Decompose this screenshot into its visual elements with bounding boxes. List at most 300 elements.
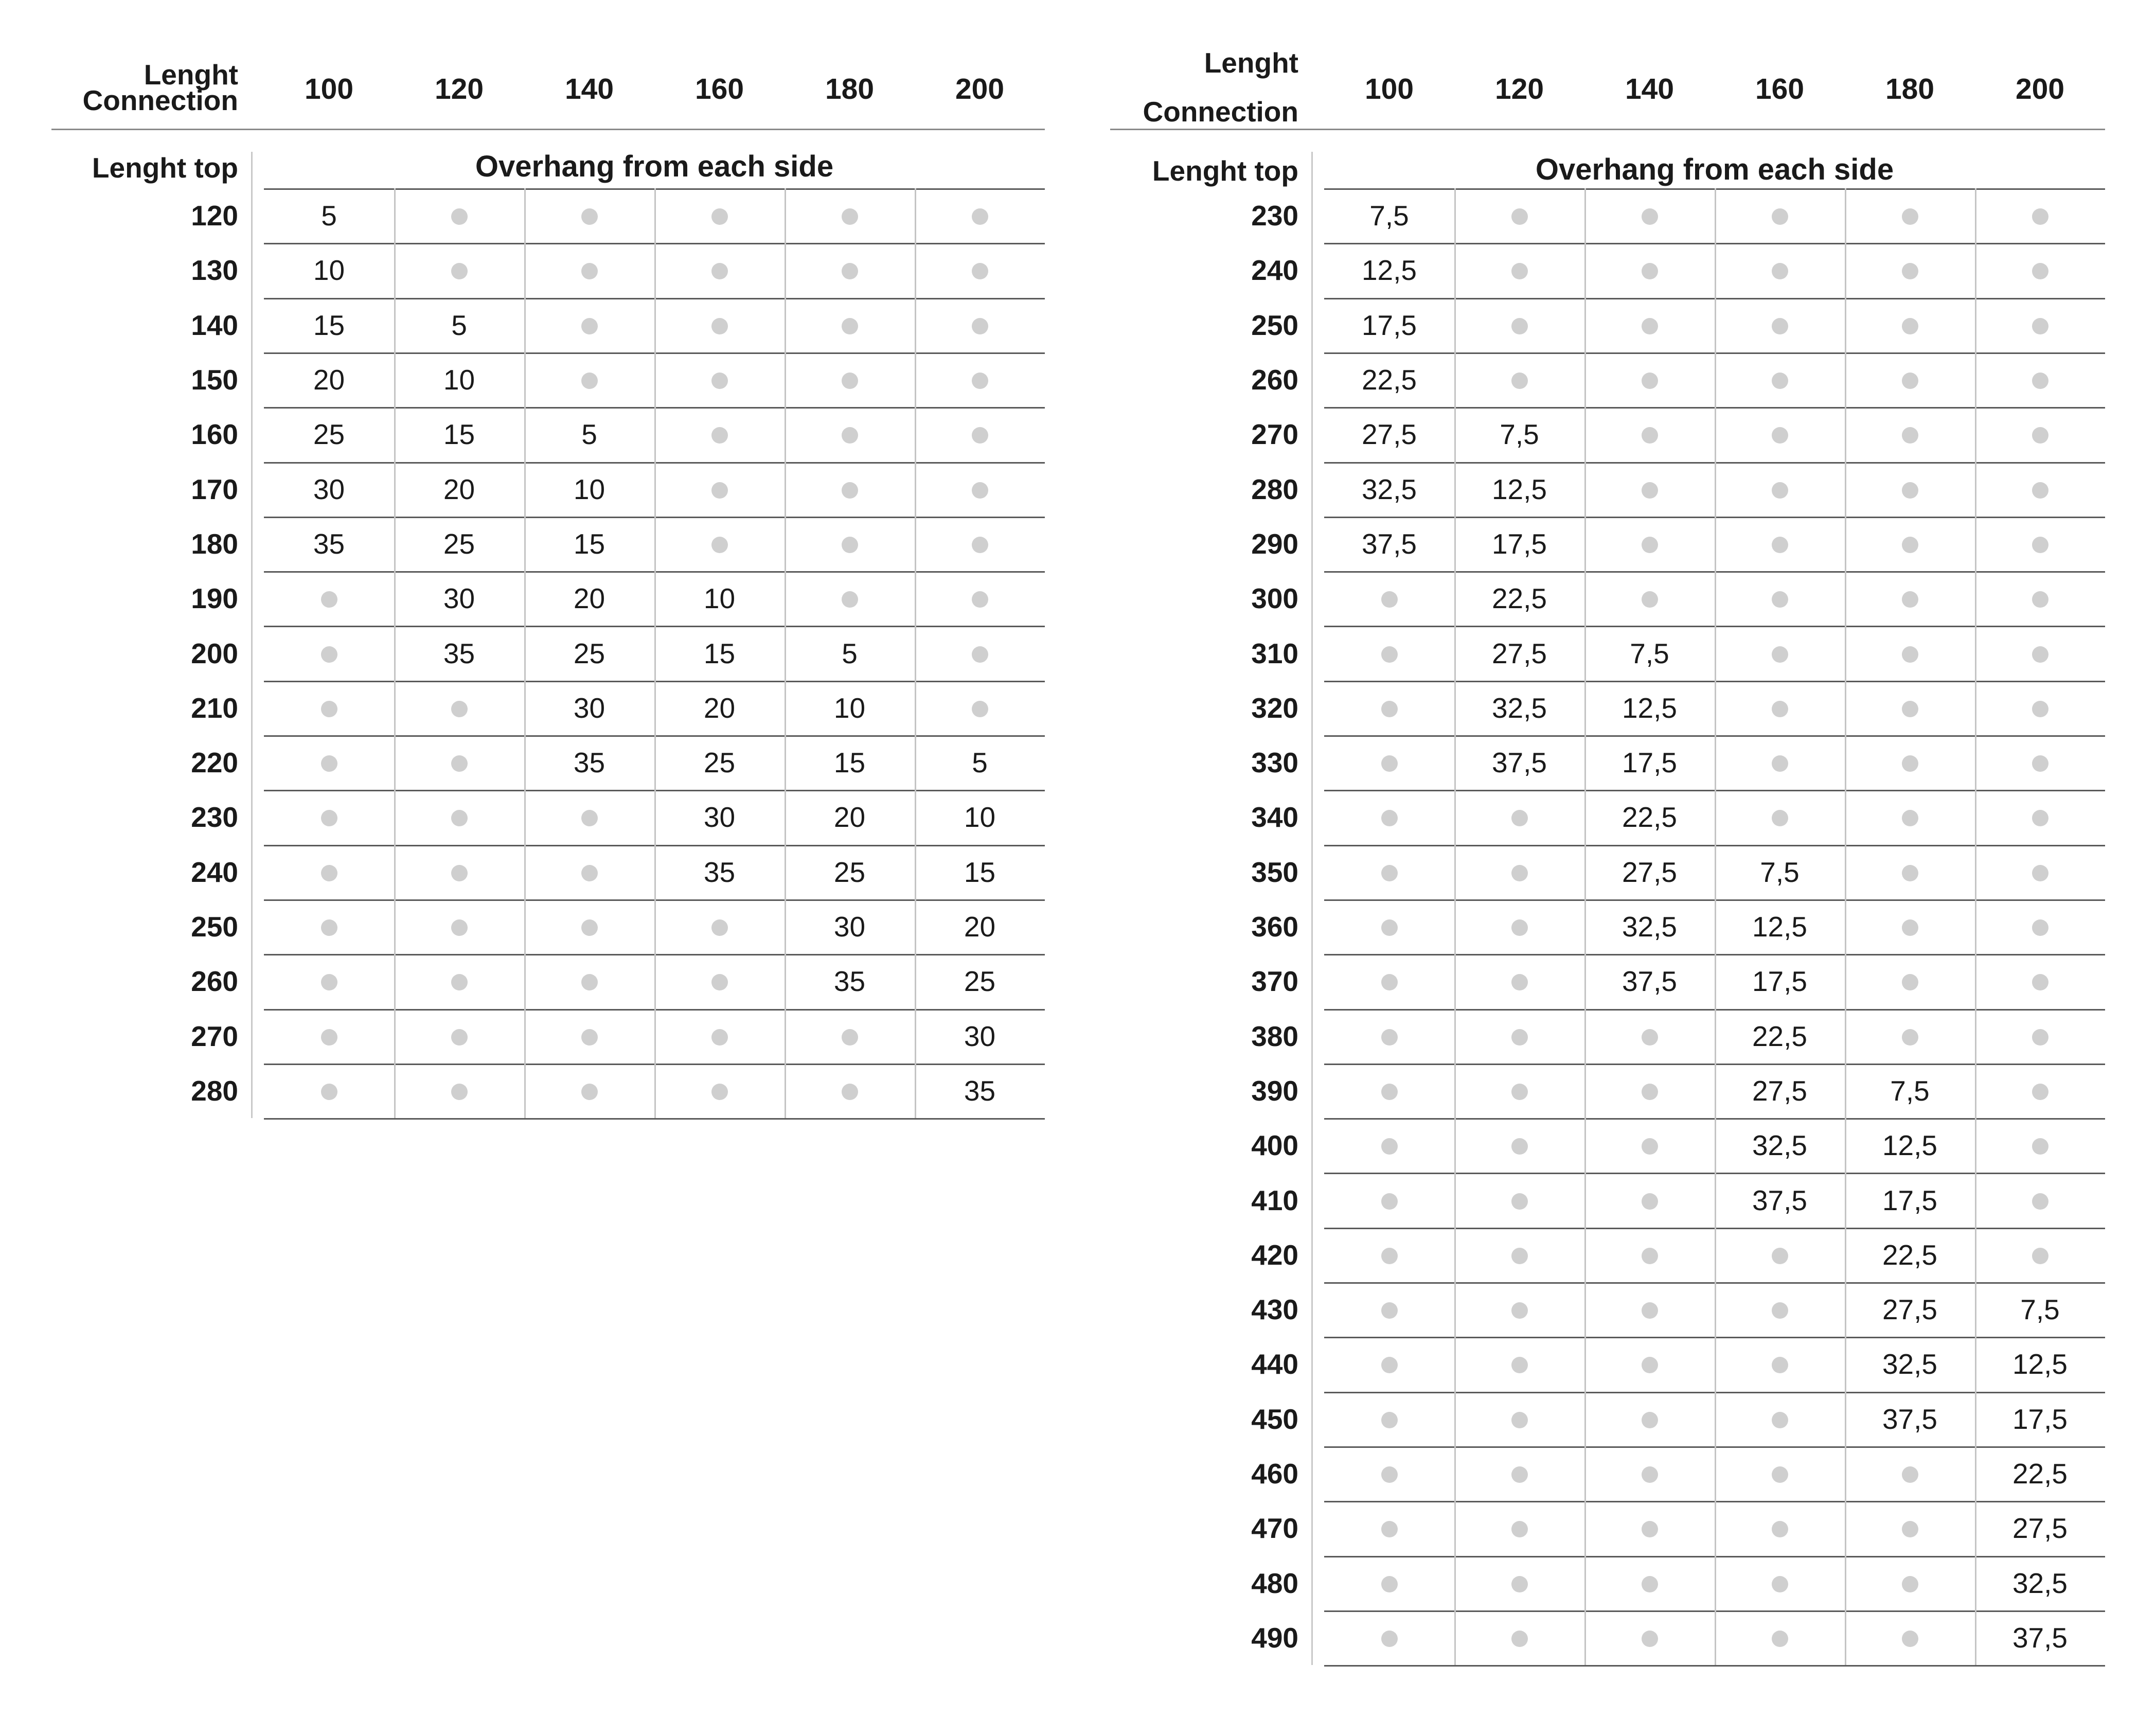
- empty-cell-dot: [842, 318, 858, 334]
- empty-cell-dot: [581, 263, 598, 279]
- cell-value: 10: [313, 254, 345, 286]
- cell-value: 15: [443, 418, 475, 450]
- empty-cell-dot: [1381, 919, 1398, 936]
- cell-value: 32,5: [1622, 911, 1678, 943]
- empty-cell-dot: [2032, 865, 2048, 881]
- empty-cell-dot: [1511, 373, 1528, 389]
- empty-cell-dot: [321, 810, 337, 826]
- empty-cell-dot: [972, 208, 988, 225]
- cell-value: 12,5: [1752, 911, 1808, 943]
- cell-value: 22,5: [1622, 801, 1678, 833]
- cell-value: 10: [703, 582, 736, 614]
- cell-value: 37,5: [1361, 528, 1417, 560]
- cell-value: 37,5: [1622, 965, 1678, 997]
- row-label: 440: [1251, 1348, 1298, 1380]
- cell-value: 5: [451, 309, 467, 341]
- empty-cell-dot: [711, 482, 728, 499]
- cell-value: 5: [321, 200, 337, 232]
- row-label: 260: [191, 965, 238, 997]
- row-label: 170: [191, 473, 238, 505]
- empty-cell-dot: [1642, 263, 1658, 279]
- row-label: 240: [191, 856, 238, 888]
- row-label: 400: [1251, 1129, 1298, 1161]
- empty-cell-dot: [1902, 755, 1918, 772]
- cell-value: 20: [313, 364, 345, 396]
- empty-cell-dot: [581, 208, 598, 225]
- empty-cell-dot: [451, 974, 468, 990]
- row-label: 420: [1251, 1239, 1298, 1271]
- cell-value: 32,5: [1361, 473, 1417, 505]
- empty-cell-dot: [321, 865, 337, 881]
- empty-cell-dot: [1902, 646, 1918, 663]
- empty-cell-dot: [842, 591, 858, 608]
- cell-value: 27,5: [2012, 1512, 2068, 1544]
- cell-value: 10: [573, 473, 605, 505]
- empty-cell-dot: [321, 1084, 337, 1100]
- empty-cell-dot: [1381, 1084, 1398, 1100]
- empty-cell-dot: [1902, 865, 1918, 881]
- empty-cell-dot: [451, 865, 468, 881]
- cell-value: 30: [964, 1020, 996, 1052]
- cell-value: 27,5: [1491, 637, 1547, 669]
- empty-cell-dot: [1642, 537, 1658, 553]
- empty-cell-dot: [2032, 646, 2048, 663]
- cell-value: 37,5: [1882, 1403, 1938, 1435]
- empty-cell-dot: [1381, 591, 1398, 608]
- cell-value: 22,5: [1491, 582, 1547, 614]
- empty-cell-dot: [711, 318, 728, 334]
- cell-value: 7,5: [1890, 1075, 1930, 1107]
- empty-cell-dot: [1642, 208, 1658, 225]
- empty-cell-dot: [1642, 1412, 1658, 1428]
- empty-cell-dot: [1381, 1248, 1398, 1264]
- cell-value: 30: [573, 692, 605, 724]
- empty-cell-dot: [2032, 810, 2048, 826]
- empty-cell-dot: [451, 208, 468, 225]
- empty-cell-dot: [1642, 1576, 1658, 1592]
- empty-cell-dot: [1902, 318, 1918, 334]
- row-label: 460: [1251, 1458, 1298, 1490]
- empty-cell-dot: [711, 373, 728, 389]
- empty-cell-dot: [1772, 646, 1788, 663]
- row-label: 270: [1251, 418, 1298, 450]
- cell-value: 10: [443, 364, 475, 396]
- empty-cell-dot: [1772, 1521, 1788, 1537]
- empty-cell-dot: [1902, 208, 1918, 225]
- empty-cell-dot: [1511, 1193, 1528, 1210]
- empty-cell-dot: [581, 810, 598, 826]
- empty-cell-dot: [1511, 1302, 1528, 1319]
- empty-cell-dot: [1511, 919, 1528, 936]
- empty-cell-dot: [842, 482, 858, 499]
- cell-value: 7,5: [2020, 1294, 2060, 1325]
- row-label: 280: [191, 1075, 238, 1107]
- empty-cell-dot: [1902, 1029, 1918, 1046]
- empty-cell-dot: [972, 263, 988, 279]
- row-header-label: Lenght top: [92, 152, 238, 184]
- empty-cell-dot: [321, 919, 337, 936]
- row-label: 260: [1251, 364, 1298, 396]
- cell-value: 32,5: [2012, 1567, 2068, 1599]
- empty-cell-dot: [972, 318, 988, 334]
- table-subtitle: Overhang from each side: [1535, 153, 1894, 186]
- row-label: 250: [191, 911, 238, 943]
- cell-value: 37,5: [1491, 747, 1547, 778]
- row-label: 450: [1251, 1403, 1298, 1435]
- empty-cell-dot: [1381, 1138, 1398, 1155]
- cell-value: 30: [313, 473, 345, 505]
- empty-cell-dot: [321, 646, 337, 663]
- empty-cell-dot: [972, 482, 988, 499]
- header-divider: [1110, 129, 2105, 130]
- empty-cell-dot: [1511, 318, 1528, 334]
- empty-cell-dot: [1511, 1357, 1528, 1373]
- empty-cell-dot: [1642, 591, 1658, 608]
- cell-value: 7,5: [1500, 418, 1539, 450]
- empty-cell-dot: [321, 701, 337, 717]
- empty-cell-dot: [2032, 1193, 2048, 1210]
- row-label: 470: [1251, 1512, 1298, 1544]
- row-header-label: Lenght top: [1152, 155, 1298, 187]
- cell-value: 25: [573, 637, 605, 669]
- column-divider: [1975, 188, 1976, 1665]
- cell-value: 5: [581, 418, 597, 450]
- empty-cell-dot: [321, 1029, 337, 1046]
- header-label-length: Lenght: [1204, 47, 1298, 79]
- header-label-connection: Connection: [1143, 96, 1298, 128]
- empty-cell-dot: [1511, 1466, 1528, 1483]
- empty-cell-dot: [1381, 1466, 1398, 1483]
- cell-value: 7,5: [1760, 856, 1799, 888]
- empty-cell-dot: [1381, 1302, 1398, 1319]
- empty-cell-dot: [2032, 318, 2048, 334]
- header-divider: [51, 129, 1045, 130]
- empty-cell-dot: [1381, 1193, 1398, 1210]
- empty-cell-dot: [2032, 591, 2048, 608]
- empty-cell-dot: [842, 263, 858, 279]
- empty-cell-dot: [842, 373, 858, 389]
- empty-cell-dot: [581, 318, 598, 334]
- empty-cell-dot: [1902, 373, 1918, 389]
- row-label: 340: [1251, 801, 1298, 833]
- cell-value: 17,5: [2012, 1403, 2068, 1435]
- cell-value: 10: [964, 801, 996, 833]
- empty-cell-dot: [1772, 591, 1788, 608]
- row-label: 360: [1251, 911, 1298, 943]
- empty-cell-dot: [1381, 1412, 1398, 1428]
- cell-value: 30: [833, 911, 866, 943]
- empty-cell-dot: [1902, 1466, 1918, 1483]
- row-divider: [1324, 1665, 2105, 1667]
- empty-cell-dot: [1642, 373, 1658, 389]
- empty-cell-dot: [972, 646, 988, 663]
- empty-cell-dot: [1642, 1466, 1658, 1483]
- cell-value: 10: [833, 692, 866, 724]
- empty-cell-dot: [451, 810, 468, 826]
- empty-cell-dot: [1772, 1248, 1788, 1264]
- empty-cell-dot: [1381, 974, 1398, 990]
- cell-value: 35: [833, 965, 866, 997]
- row-label: 230: [191, 801, 238, 833]
- empty-cell-dot: [1511, 1576, 1528, 1592]
- row-label: 330: [1251, 747, 1298, 778]
- label-column-divider: [251, 152, 253, 1118]
- empty-cell-dot: [1772, 373, 1788, 389]
- row-label: 290: [1251, 528, 1298, 560]
- row-label: 210: [191, 692, 238, 724]
- row-label: 250: [1251, 309, 1298, 341]
- cell-value: 35: [443, 637, 475, 669]
- empty-cell-dot: [972, 373, 988, 389]
- row-label: 270: [191, 1020, 238, 1052]
- empty-cell-dot: [1642, 1302, 1658, 1319]
- empty-cell-dot: [1381, 755, 1398, 772]
- row-label: 370: [1251, 965, 1298, 997]
- cell-value: 35: [313, 528, 345, 560]
- empty-cell-dot: [1511, 810, 1528, 826]
- empty-cell-dot: [2032, 482, 2048, 499]
- column-header: 200: [955, 73, 1005, 105]
- empty-cell-dot: [1511, 1521, 1528, 1537]
- cell-value: 12,5: [2012, 1348, 2068, 1380]
- cell-value: 17,5: [1361, 309, 1417, 341]
- empty-cell-dot: [711, 1084, 728, 1100]
- empty-cell-dot: [2032, 537, 2048, 553]
- cell-value: 17,5: [1882, 1184, 1938, 1216]
- empty-cell-dot: [321, 591, 337, 608]
- row-label: 230: [1251, 200, 1298, 232]
- empty-cell-dot: [1772, 263, 1788, 279]
- empty-cell-dot: [1772, 1357, 1788, 1373]
- column-header: 140: [1625, 73, 1674, 105]
- empty-cell-dot: [1381, 701, 1398, 717]
- empty-cell-dot: [842, 1084, 858, 1100]
- column-header: 160: [1755, 73, 1805, 105]
- cell-value: 12,5: [1622, 692, 1678, 724]
- cell-value: 25: [964, 965, 996, 997]
- table-subtitle: Overhang from each side: [475, 150, 834, 183]
- cell-value: 35: [964, 1075, 996, 1107]
- empty-cell-dot: [1381, 810, 1398, 826]
- empty-cell-dot: [1642, 1084, 1658, 1100]
- empty-cell-dot: [1772, 1576, 1788, 1592]
- column-header: 180: [825, 73, 875, 105]
- row-label: 320: [1251, 692, 1298, 724]
- cell-value: 25: [703, 747, 736, 778]
- empty-cell-dot: [2032, 919, 2048, 936]
- row-label: 160: [191, 418, 238, 450]
- empty-cell-dot: [2032, 755, 2048, 772]
- cell-value: 30: [443, 582, 475, 614]
- cell-value: 32,5: [1491, 692, 1547, 724]
- empty-cell-dot: [1642, 1248, 1658, 1264]
- empty-cell-dot: [1902, 1576, 1918, 1592]
- cell-value: 20: [443, 473, 475, 505]
- empty-cell-dot: [1511, 1138, 1528, 1155]
- cell-value: 30: [703, 801, 736, 833]
- empty-cell-dot: [1902, 537, 1918, 553]
- empty-cell-dot: [2032, 208, 2048, 225]
- row-label: 410: [1251, 1184, 1298, 1216]
- column-divider: [1845, 188, 1846, 1665]
- row-label: 430: [1251, 1294, 1298, 1325]
- row-label: 130: [191, 254, 238, 286]
- empty-cell-dot: [2032, 1248, 2048, 1264]
- empty-cell-dot: [1381, 1521, 1398, 1537]
- empty-cell-dot: [1902, 263, 1918, 279]
- column-header: 100: [304, 73, 354, 105]
- empty-cell-dot: [711, 427, 728, 444]
- cell-value: 7,5: [1369, 200, 1409, 232]
- empty-cell-dot: [1902, 427, 1918, 444]
- empty-cell-dot: [1902, 974, 1918, 990]
- row-label: 390: [1251, 1075, 1298, 1107]
- empty-cell-dot: [972, 701, 988, 717]
- empty-cell-dot: [1642, 1138, 1658, 1155]
- empty-cell-dot: [1642, 1029, 1658, 1046]
- empty-cell-dot: [1381, 1576, 1398, 1592]
- empty-cell-dot: [1642, 1357, 1658, 1373]
- column-header: 100: [1364, 73, 1414, 105]
- empty-cell-dot: [1772, 755, 1788, 772]
- empty-cell-dot: [2032, 1029, 2048, 1046]
- empty-cell-dot: [581, 919, 598, 936]
- column-header: 180: [1885, 73, 1935, 105]
- row-label: 200: [191, 637, 238, 669]
- cell-value: 20: [964, 911, 996, 943]
- empty-cell-dot: [1772, 701, 1788, 717]
- empty-cell-dot: [1772, 1466, 1788, 1483]
- empty-cell-dot: [581, 373, 598, 389]
- row-label: 190: [191, 582, 238, 614]
- row-label: 120: [191, 200, 238, 232]
- empty-cell-dot: [1902, 591, 1918, 608]
- empty-cell-dot: [1902, 1631, 1918, 1647]
- empty-cell-dot: [1381, 1631, 1398, 1647]
- empty-cell-dot: [2032, 1084, 2048, 1100]
- row-label: 140: [191, 309, 238, 341]
- cell-value: 12,5: [1882, 1129, 1938, 1161]
- empty-cell-dot: [711, 263, 728, 279]
- empty-cell-dot: [1772, 1412, 1788, 1428]
- empty-cell-dot: [1642, 482, 1658, 499]
- cell-value: 20: [703, 692, 736, 724]
- cell-value: 35: [703, 856, 736, 888]
- empty-cell-dot: [1642, 1631, 1658, 1647]
- empty-cell-dot: [2032, 701, 2048, 717]
- empty-cell-dot: [972, 537, 988, 553]
- column-divider: [1454, 188, 1456, 1665]
- cell-value: 15: [703, 637, 736, 669]
- cell-value: 22,5: [2012, 1458, 2068, 1490]
- row-label: 350: [1251, 856, 1298, 888]
- cell-value: 25: [313, 418, 345, 450]
- empty-cell-dot: [1902, 701, 1918, 717]
- cell-value: 17,5: [1622, 747, 1678, 778]
- cell-value: 12,5: [1491, 473, 1547, 505]
- empty-cell-dot: [1902, 482, 1918, 499]
- cell-value: 32,5: [1752, 1129, 1808, 1161]
- empty-cell-dot: [2032, 373, 2048, 389]
- row-label: 480: [1251, 1567, 1298, 1599]
- empty-cell-dot: [1511, 1412, 1528, 1428]
- cell-value: 15: [833, 747, 866, 778]
- empty-cell-dot: [2032, 427, 2048, 444]
- empty-cell-dot: [711, 1029, 728, 1046]
- empty-cell-dot: [451, 1029, 468, 1046]
- cell-value: 17,5: [1752, 965, 1808, 997]
- row-label: 310: [1251, 637, 1298, 669]
- empty-cell-dot: [1902, 810, 1918, 826]
- empty-cell-dot: [1511, 208, 1528, 225]
- empty-cell-dot: [1381, 1357, 1398, 1373]
- cell-value: 15: [573, 528, 605, 560]
- cell-value: 25: [833, 856, 866, 888]
- empty-cell-dot: [451, 755, 468, 772]
- empty-cell-dot: [451, 701, 468, 717]
- cell-value: 12,5: [1361, 254, 1417, 286]
- empty-cell-dot: [2032, 974, 2048, 990]
- empty-cell-dot: [842, 427, 858, 444]
- column-header: 200: [2015, 73, 2065, 105]
- empty-cell-dot: [451, 919, 468, 936]
- empty-cell-dot: [1511, 1084, 1528, 1100]
- empty-cell-dot: [1642, 318, 1658, 334]
- cell-value: 27,5: [1622, 856, 1678, 888]
- empty-cell-dot: [2032, 263, 2048, 279]
- row-label: 380: [1251, 1020, 1298, 1052]
- empty-cell-dot: [711, 537, 728, 553]
- column-header: 160: [694, 73, 744, 105]
- cell-value: 15: [313, 309, 345, 341]
- column-header: 120: [1494, 73, 1544, 105]
- empty-cell-dot: [1642, 1193, 1658, 1210]
- empty-cell-dot: [711, 919, 728, 936]
- label-column-divider: [1311, 152, 1313, 1665]
- empty-cell-dot: [1772, 537, 1788, 553]
- empty-cell-dot: [451, 263, 468, 279]
- empty-cell-dot: [1381, 865, 1398, 881]
- cell-value: 27,5: [1752, 1075, 1808, 1107]
- cell-value: 32,5: [1882, 1348, 1938, 1380]
- empty-cell-dot: [711, 974, 728, 990]
- cell-value: 22,5: [1752, 1020, 1808, 1052]
- cell-value: 22,5: [1361, 364, 1417, 396]
- empty-cell-dot: [1511, 1029, 1528, 1046]
- empty-cell-dot: [1772, 318, 1788, 334]
- empty-cell-dot: [1511, 263, 1528, 279]
- empty-cell-dot: [1381, 1029, 1398, 1046]
- empty-cell-dot: [321, 974, 337, 990]
- empty-cell-dot: [972, 591, 988, 608]
- empty-cell-dot: [321, 755, 337, 772]
- empty-cell-dot: [842, 537, 858, 553]
- empty-cell-dot: [1902, 1521, 1918, 1537]
- row-label: 490: [1251, 1622, 1298, 1654]
- empty-cell-dot: [1511, 974, 1528, 990]
- empty-cell-dot: [1772, 1302, 1788, 1319]
- empty-cell-dot: [1772, 1631, 1788, 1647]
- row-label: 220: [191, 747, 238, 778]
- empty-cell-dot: [1772, 810, 1788, 826]
- empty-cell-dot: [711, 208, 728, 225]
- row-label: 150: [191, 364, 238, 396]
- empty-cell-dot: [581, 1029, 598, 1046]
- row-label: 300: [1251, 582, 1298, 614]
- empty-cell-dot: [1381, 646, 1398, 663]
- header-label-connection: Connection: [82, 84, 238, 116]
- empty-cell-dot: [581, 865, 598, 881]
